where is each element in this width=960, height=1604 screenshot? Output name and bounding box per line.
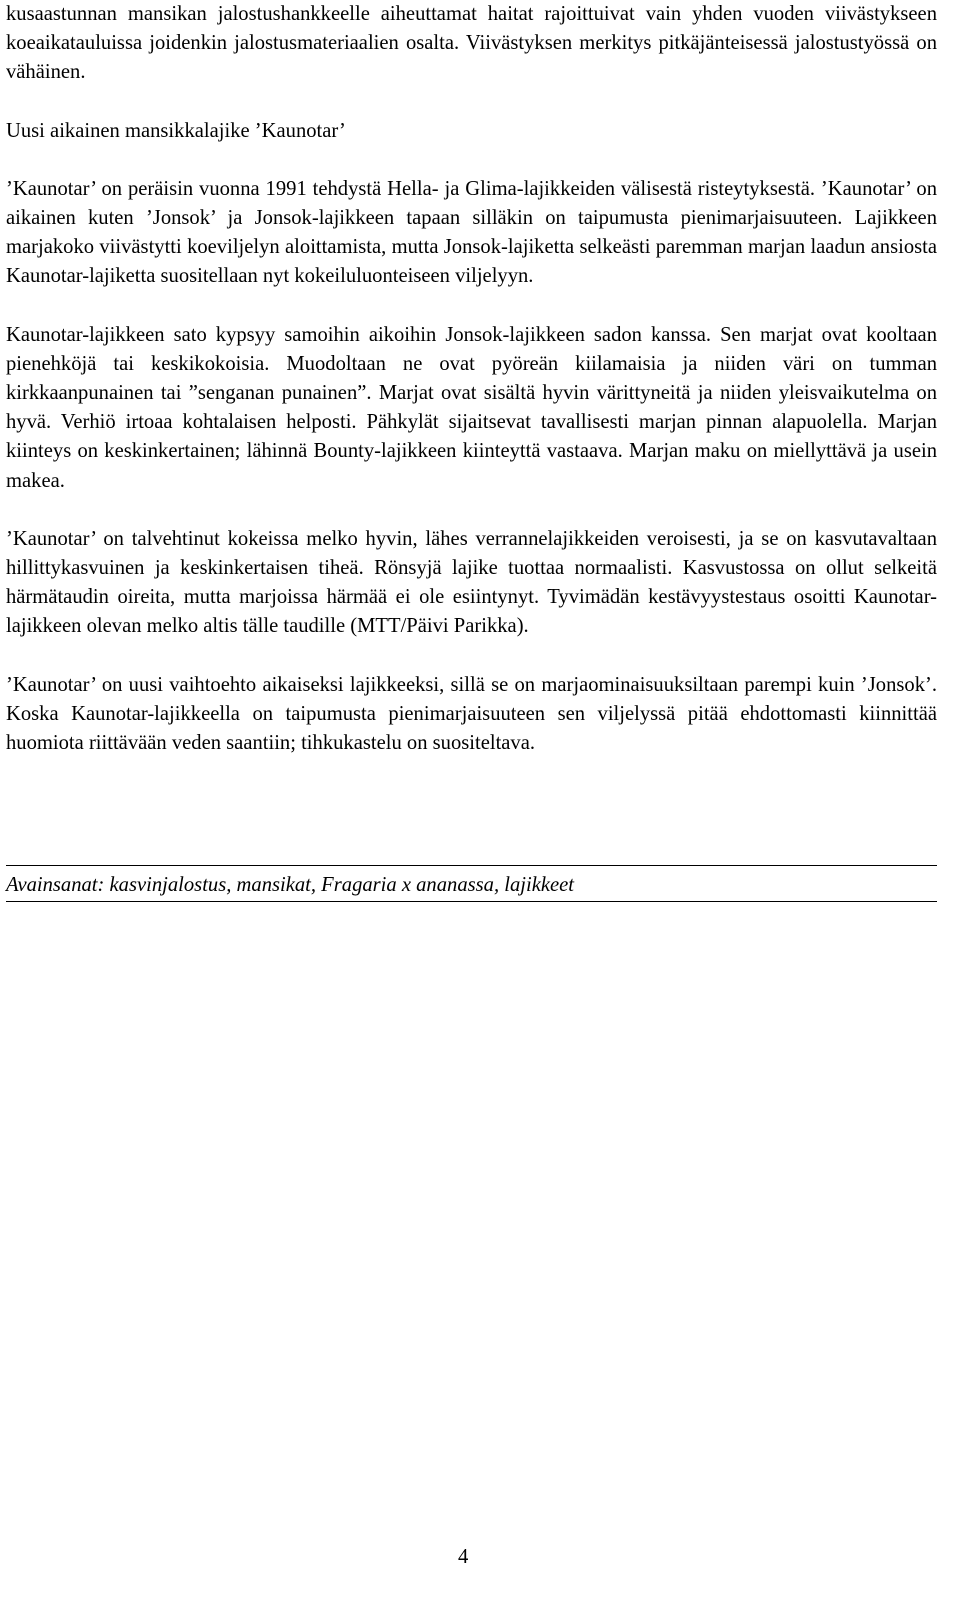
paragraph-overwintering: ’Kaunotar’ on talvehtinut kokeissa melko hyvin, lähes verrannelajikkeiden veroisesti, ja se on kasvutavaltaan hillittykasvuinen ja keskinkertaisen tiheä. Rönsyjä lajike tuottaa normaalisti. Kasvustossa on ollut selkeitä härmätaudin oireita, mutta marjoissa härmää ei ole esiintynyt. Tyvimädän kestävyystestaus osoitti Kaunotar-lajikkeen olevan melko altis tälle taudille (MTT/Päivi Parikka). <box>6 527 937 638</box>
paragraph-conclusion: ’Kaunotar’ on uusi vaihtoehto aikaiseksi lajikkeeksi, sillä se on marjaominaisuuksiltaan parempi kuin ’Jonsok’. Koska Kaunotar-lajikkeella on taipumusta pienimarjaisuuteen sen viljelyssä pitää ehdottomasti kiinnittää huomiota riittävään veden saantiin; tihkukastelu on suositeltava. <box>6 673 937 755</box>
paragraph-intro: kusaastunnan mansikan jalostushankkeelle aiheuttamat haitat rajoittuivat vain yhden vuoden viivästykseen koeaikatauluissa joidenkin jalostusmateriaalien osalta. Viivästyksen merkitys pitkäjänteisessä jalostustyössä on vähäinen. <box>6 3 937 84</box>
document-body <box>6 0 937 758</box>
keywords-line: Avainsanat: kasvinjalostus, mansikat, Fragaria x ananassa, lajikkeet <box>6 874 574 896</box>
section-heading: Uusi aikainen mansikkalajike ’Kaunotar’ <box>6 119 346 142</box>
page-number: 4 <box>458 1546 469 1568</box>
keywords-bottom-rule <box>6 901 937 902</box>
paragraph-origin: ’Kaunotar’ on peräisin vuonna 1991 tehdystä Hella- ja Glima-lajikkeiden välisestä risteytyksestä. ’Kaunotar’ on aikainen kuten ’Jonsok’ ja Jonsok-lajikkeen tapaan silläkin on taipumusta pienimarjaisuuteen. Lajikkeen marjakoko viivästytti koeviljelyn aloittamista, mutta Jonsok-lajiketta selkeästi paremman marjan laadun ansiosta Kaunotar-lajiketta suositellaan nyt kokeiluluonteiseen viljelyyn. <box>6 177 937 288</box>
paragraph-berry-description: Kaunotar-lajikkeen sato kypsyy samoihin aikoihin Jonsok-lajikkeen sadon kanssa. Sen marjat ovat kooltaan pienehköjä tai keskikokoisia. Muodoltaan ne ovat pyöreän kiilamaisia ja niiden väri on tumman kirkkaanpunainen tai ”senganan punainen”. Marjat ovat sisältä hyvin värittyneitä ja niiden yleisvaikutelma on hyvä. Verhiö irtoaa kohtalaisen helposti. Pähkylät sijaitsevat tavallisesti marjan pinnan alapuolella. Marjan kiinteys on keskinkertainen; lähinnä Bounty-lajikkeen kiinteyttä vastaava. Marjan maku on miellyttävä ja usein makea. <box>6 323 937 492</box>
keywords-top-rule <box>6 865 937 866</box>
